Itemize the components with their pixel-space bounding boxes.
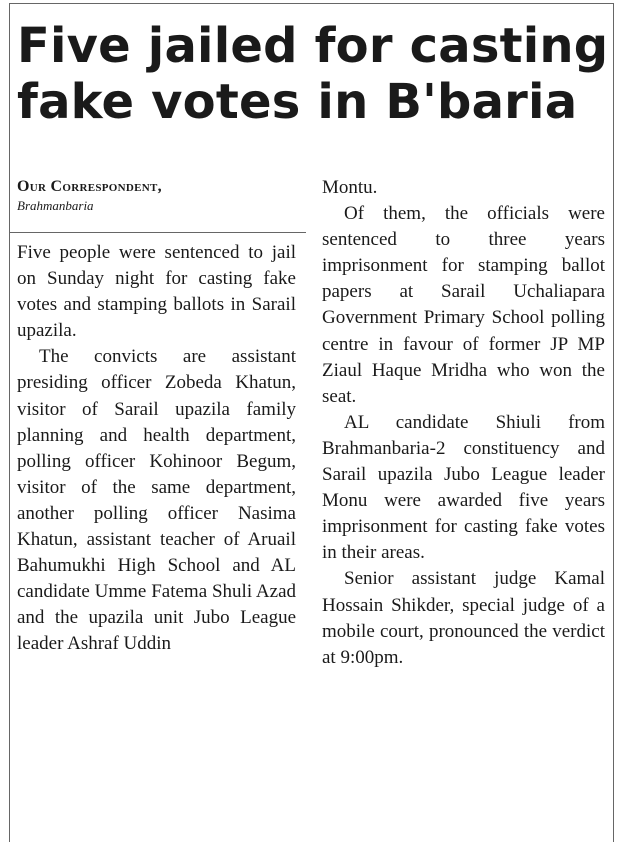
frame-top-rule xyxy=(9,3,614,4)
byline-rule xyxy=(9,232,306,233)
byline-dateline: Brahmanbaria xyxy=(17,198,94,213)
article-column-right xyxy=(322,175,605,671)
byline-name: Our Correspondent, xyxy=(17,178,162,195)
paragraph: Of them, the officials were sentenced to three years imprisonment for stamping ballot papers at Sarail Uchaliapara Government Primary School polling centre in favour of former JP MP Ziaul Haque Mridha who won the seat. xyxy=(322,203,605,407)
paragraph: The convicts are assistant presiding officer Zobeda Khatun, visitor of Sarail upazila family planning and health department, polling officer Kohinoor Begum, visitor of the same department, another polling officer Nasima Khatun, assistant teacher of Aruail Bahumukhi High School and AL candidate Umme Fatema Shuli Azad and the upazila unit Jubo League leader Ashraf Uddin xyxy=(17,346,296,655)
frame-left-rule xyxy=(9,3,10,842)
headline: Five jailed for casting fake votes in B'baria xyxy=(17,18,609,130)
byline xyxy=(17,178,297,214)
article-column-left xyxy=(17,240,296,658)
paragraph: Five people were sentenced to jail on Sunday night for casting fake votes and stamping ballots in Sarail upazila. xyxy=(17,242,296,342)
paragraph: Montu. xyxy=(322,177,378,198)
paragraph: AL candidate Shiuli from Brahmanbaria-2 constituency and Sarail upazila Jubo League leader Monu were awarded five years imprisonment for casting fake votes in their areas. xyxy=(322,411,605,564)
paragraph: Senior assistant judge Kamal Hossain Shikder, special judge of a mobile court, pronounced the verdict at 9:00pm. xyxy=(322,568,605,668)
